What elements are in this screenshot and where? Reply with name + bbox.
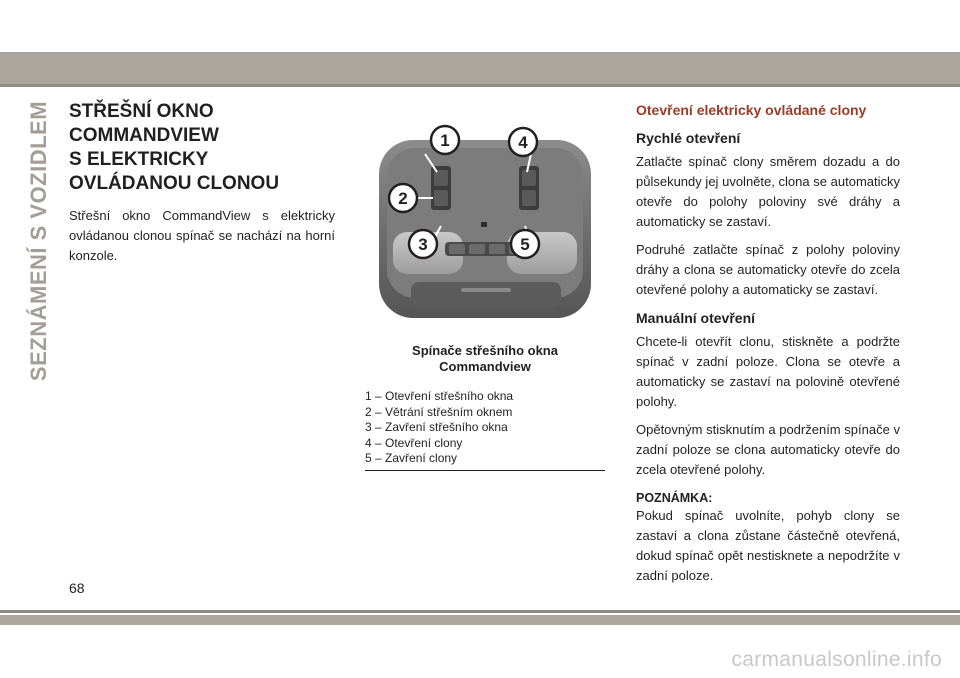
legend-item: 3 – Zavření střešního okna (365, 420, 508, 434)
note-text: Pokud spínač uvolníte, pohyb clony se zastaví a clona zůstane částečně otevřená, dokud spínač opět nestisknete a nepodržíte v zadní poloze. (636, 508, 900, 583)
callout-3-label: 3 (418, 235, 428, 254)
footer-band (0, 615, 960, 625)
manual-open-paragraph-1: Chcete-li otevřít clonu, stiskněte a podržte spínač v zadní poloze. Clona se otevře a automaticky se zastaví na polovině otevřené polohy. (636, 334, 900, 409)
manual-open-paragraph-2: Opětovným stisknutím a podržením spínače v zadní poloze se clona automaticky otevře do zcela otevřené polohy. (636, 422, 900, 477)
legend-item: 2 – Větrání střešním oknem (365, 404, 513, 419)
callout-4-label: 4 (518, 133, 528, 152)
chapter-side-tab-label: SEZNÁMENÍ S VOZIDLEM (26, 100, 51, 382)
legend-item: 4 – Otevření clony (365, 435, 463, 450)
legend-item: 1 – Otevření střešního okna (365, 389, 514, 403)
callout-1-marker (431, 126, 459, 154)
figure-caption: Spínače střešního okna Commandview (412, 343, 558, 374)
left-column (69, 100, 335, 266)
callout-2-marker (389, 184, 417, 212)
note-title: POZNÁMKA: (636, 491, 713, 505)
header-band-line (0, 84, 960, 87)
header-band (0, 52, 960, 84)
figure-column (365, 120, 605, 471)
watermark-text: carmanualsonline.info (731, 648, 942, 671)
section-title: STŘEŠNÍ OKNO COMMANDVIEW S ELEKTRICKY OVLÁDANOU CLONOU (69, 101, 280, 194)
callout-2-label: 2 (398, 189, 408, 208)
right-column (636, 100, 900, 586)
figure-legend (365, 389, 605, 467)
quick-open-heading: Rychlé otevření (636, 130, 741, 146)
manual-open-heading: Manuální otevření (636, 310, 756, 326)
callout-5-label: 5 (520, 235, 530, 254)
page-number: 68 (69, 580, 85, 596)
section-intro: Střešní okno CommandView s elektricky ovládanou clonou spínač se nachází na horní konzole. (69, 208, 335, 263)
legend-divider (365, 470, 605, 471)
legend-item: 5 – Zavření clony (365, 451, 458, 465)
quick-open-paragraph-1: Zatlačte spínač clony směrem dozadu a do půlsekundy jej uvolněte, clona se automaticky otevře do polohy poloviny své dráhy a automaticky se zastaví. (636, 154, 900, 229)
callout-5-marker (511, 230, 539, 258)
callout-3-marker (409, 230, 437, 258)
overhead-console-photo (365, 120, 605, 335)
quick-open-paragraph-2: Podruhé zatlačte spínač z polohy poloviny dráhy a clona se automaticky otevře do zcela otevřené polohy a automaticky se zastaví. (636, 242, 900, 297)
subsection-heading: Otevření elektricky ovládané clony (636, 102, 867, 118)
callout-4-marker (509, 128, 537, 156)
chapter-side-tab (22, 96, 56, 386)
footer-line (0, 610, 960, 613)
callout-1-label: 1 (440, 131, 450, 150)
